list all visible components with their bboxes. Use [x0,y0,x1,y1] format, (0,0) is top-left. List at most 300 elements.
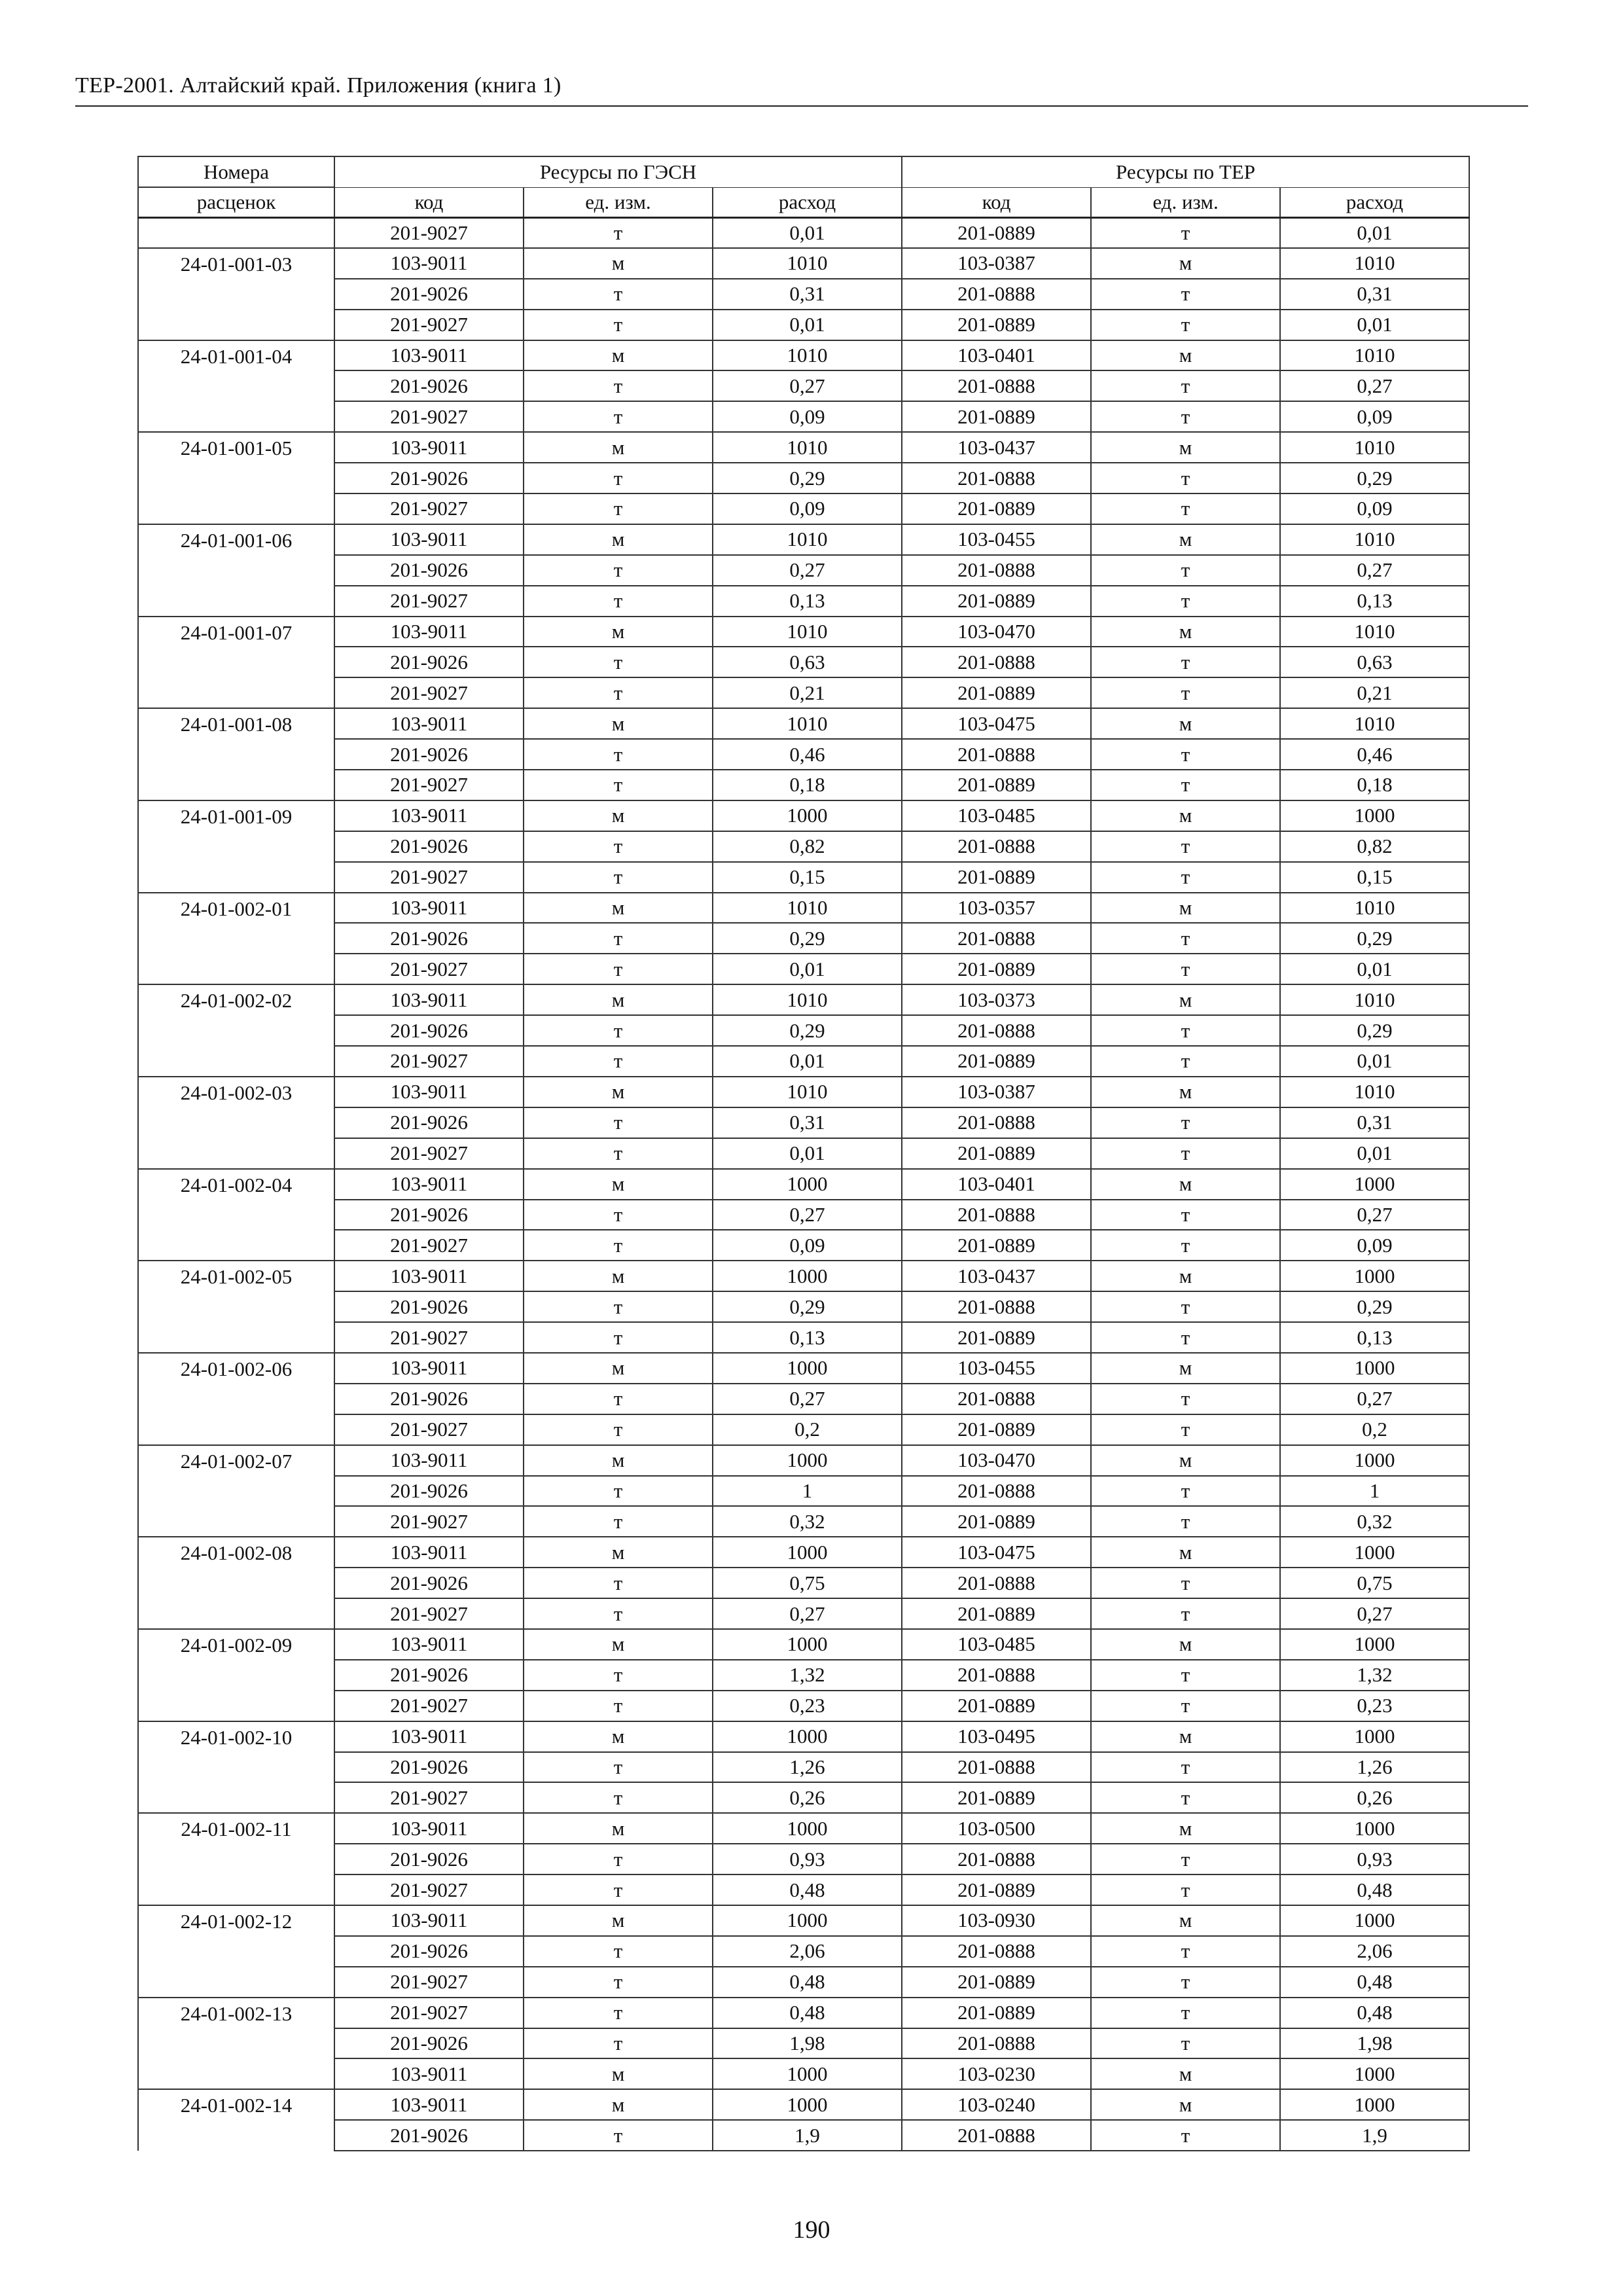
gesn-code-cell: 201-9027 [334,1138,524,1169]
ter-amount-cell: 1000 [1280,1905,1469,1936]
table-row [138,984,1469,1015]
gesn-code-cell: 201-9026 [334,1936,524,1967]
gesn-amount-cell: 1 [713,1476,902,1507]
gesn-amount-cell: 1010 [713,432,902,463]
gesn-unit-cell: т [524,1506,713,1537]
running-header: ТЕР-2001. Алтайский край. Приложения (книга 1) [75,73,562,98]
table-row [138,1537,1469,1568]
table-row [138,1782,1469,1813]
gesn-amount-cell: 0,27 [713,1598,902,1629]
gesn-unit-cell: м [524,2058,713,2089]
ter-amount-cell: 0,63 [1280,647,1469,677]
ter-unit-cell: м [1091,524,1280,555]
rate-number-cell: 24-01-001-08 [138,708,334,800]
gesn-unit-cell: т [524,954,713,984]
ter-code-cell: 103-0475 [902,1537,1091,1568]
ter-amount-cell: 0,48 [1280,1874,1469,1905]
gesn-unit-cell: т [524,1874,713,1905]
rate-number-cell: 24-01-001-04 [138,340,334,433]
gesn-code-cell: 103-9011 [334,1813,524,1844]
gesn-unit-cell: м [524,984,713,1015]
gesn-amount-cell: 1010 [713,340,902,371]
ter-code-cell: 201-0889 [902,677,1091,708]
ter-code-cell: 201-0888 [902,1568,1091,1598]
gesn-amount-cell: 2,06 [713,1936,902,1967]
table-row [138,1998,1469,2028]
rate-number-cell: 24-01-002-01 [138,893,334,985]
table-row [138,1169,1469,1200]
table-row [138,893,1469,924]
table-row [138,1200,1469,1230]
ter-amount-cell: 1000 [1280,2058,1469,2089]
gesn-unit-cell: т [524,463,713,493]
ter-unit-cell: т [1091,463,1280,493]
ter-amount-cell: 1010 [1280,524,1469,555]
ter-unit-cell: м [1091,984,1280,1015]
gesn-unit-cell: т [524,1568,713,1598]
ter-code-cell: 201-0888 [902,463,1091,493]
ter-amount-cell: 0,13 [1280,1322,1469,1353]
rate-number-cell: 24-01-002-12 [138,1905,334,1998]
table-row [138,340,1469,371]
gesn-code-cell: 103-9011 [334,1353,524,1384]
ter-amount-cell: 1000 [1280,1813,1469,1844]
rates-col-header-bottom: расценок [138,187,334,217]
ter-unit-cell: т [1091,2028,1280,2059]
gesn-amount-cell: 1000 [713,1445,902,1476]
ter-amount-cell: 0,27 [1280,1200,1469,1230]
gesn-unit-cell: м [524,1261,713,1291]
ter-code-header: код [902,187,1091,217]
ter-unit-cell: м [1091,800,1280,831]
ter-code-cell: 103-0387 [902,248,1091,279]
ter-code-cell: 201-0888 [902,1384,1091,1414]
gesn-unit-cell: м [524,1629,713,1660]
table-row [138,1261,1469,1291]
ter-code-cell: 201-0888 [902,647,1091,677]
ter-unit-cell: т [1091,1230,1280,1261]
gesn-amount-cell: 1010 [713,1077,902,1107]
gesn-code-cell: 201-9026 [334,923,524,954]
ter-amount-cell: 0,27 [1280,370,1469,401]
ter-amount-cell: 1010 [1280,893,1469,924]
ter-unit-cell: т [1091,1874,1280,1905]
table-row [138,586,1469,617]
table-row [138,1015,1469,1046]
ter-code-cell: 201-0889 [902,493,1091,524]
ter-code-cell: 201-0888 [902,1936,1091,1967]
ter-code-cell: 103-0930 [902,1905,1091,1936]
gesn-code-cell: 103-9011 [334,893,524,924]
table-row [138,1353,1469,1384]
ter-unit-cell: т [1091,1691,1280,1721]
gesn-amount-cell: 0,09 [713,1230,902,1261]
gesn-code-cell: 201-9027 [334,401,524,432]
ter-code-cell: 103-0230 [902,2058,1091,2089]
rate-number-cell: 24-01-001-09 [138,800,334,893]
rate-number-cell: 24-01-001-03 [138,248,334,340]
gesn-code-cell: 103-9011 [334,1261,524,1291]
ter-code-cell: 103-0401 [902,1169,1091,1200]
gesn-code-cell: 201-9026 [334,370,524,401]
gesn-amount-cell: 0,23 [713,1691,902,1721]
table-row [138,739,1469,770]
ter-unit-cell: т [1091,1782,1280,1813]
gesn-unit-cell: м [524,432,713,463]
ter-unit-cell: м [1091,708,1280,739]
ter-code-cell: 201-0889 [902,586,1091,617]
ter-amount-cell: 0,29 [1280,1015,1469,1046]
table-row [138,217,1469,248]
gesn-unit-cell: м [524,1169,713,1200]
ter-amount-cell: 1000 [1280,1629,1469,1660]
gesn-amount-cell: 1010 [713,984,902,1015]
table-row [138,1752,1469,1783]
ter-code-cell: 103-0495 [902,1721,1091,1752]
gesn-code-cell: 201-9027 [334,1691,524,1721]
gesn-code-header: код [334,187,524,217]
ter-amount-cell: 0,93 [1280,1844,1469,1874]
gesn-unit-cell: т [524,217,713,248]
rate-number-cell: 24-01-001-06 [138,524,334,617]
gesn-unit-cell: т [524,279,713,310]
ter-amount-cell: 1000 [1280,1169,1469,1200]
ter-unit-cell: м [1091,1721,1280,1752]
ter-unit-cell: т [1091,1936,1280,1967]
gesn-amount-cell: 0,13 [713,586,902,617]
ter-amount-cell: 0,09 [1280,1230,1469,1261]
ter-code-cell: 201-0889 [902,310,1091,340]
ter-unit-cell: т [1091,923,1280,954]
gesn-unit-cell: т [524,1138,713,1169]
ter-code-cell: 201-0888 [902,1844,1091,1874]
gesn-amount-cell: 0,26 [713,1782,902,1813]
gesn-amount-cell: 0,15 [713,862,902,893]
ter-unit-cell: т [1091,862,1280,893]
ter-amount-cell: 0,15 [1280,862,1469,893]
gesn-code-cell: 103-9011 [334,1537,524,1568]
gesn-unit-cell: т [524,555,713,586]
ter-unit-cell: т [1091,1015,1280,1046]
gesn-unit-cell: м [524,340,713,371]
gesn-amount-cell: 1,26 [713,1752,902,1783]
gesn-amount-cell: 1000 [713,1169,902,1200]
ter-unit-cell: т [1091,1598,1280,1629]
ter-code-cell: 103-0373 [902,984,1091,1015]
ter-amount-cell: 0,29 [1280,463,1469,493]
gesn-amount-cell: 1000 [713,1353,902,1384]
rate-number-cell: 24-01-002-07 [138,1445,334,1537]
gesn-unit-cell: м [524,1905,713,1936]
ter-amount-cell: 1010 [1280,248,1469,279]
ter-code-cell: 103-0437 [902,1261,1091,1291]
ter-amount-header: расход [1280,187,1469,217]
table-row [138,1598,1469,1629]
ter-unit-cell: т [1091,1200,1280,1230]
ter-amount-cell: 1000 [1280,800,1469,831]
gesn-amount-cell: 0,48 [713,1874,902,1905]
ter-code-cell: 201-0889 [902,1967,1091,1998]
ter-amount-cell: 0,01 [1280,1138,1469,1169]
table-row [138,2058,1469,2089]
gesn-unit-cell: т [524,1107,713,1138]
gesn-code-cell: 103-9011 [334,2089,524,2120]
rate-number-cell: 24-01-002-06 [138,1353,334,1445]
table-row [138,831,1469,862]
table-head [138,156,1469,217]
ter-amount-cell: 1010 [1280,340,1469,371]
gesn-amount-cell: 0,09 [713,493,902,524]
gesn-code-cell: 201-9026 [334,1568,524,1598]
ter-unit-cell: т [1091,1322,1280,1353]
table-row [138,1691,1469,1721]
gesn-amount-cell: 0,82 [713,831,902,862]
gesn-unit-cell: т [524,586,713,617]
gesn-unit-cell: т [524,310,713,340]
table-row [138,770,1469,800]
gesn-code-cell: 201-9026 [334,1200,524,1230]
gesn-amount-cell: 0,31 [713,1107,902,1138]
gesn-unit-cell: т [524,1200,713,1230]
gesn-code-cell: 201-9027 [334,677,524,708]
gesn-unit-cell: м [524,1537,713,1568]
ter-amount-cell: 0,23 [1280,1691,1469,1721]
header-rule [75,105,1528,107]
gesn-unit-cell: м [524,248,713,279]
gesn-code-cell: 103-9011 [334,800,524,831]
ter-unit-cell: т [1091,1384,1280,1414]
gesn-unit-cell: т [524,1691,713,1721]
ter-unit-cell: м [1091,248,1280,279]
gesn-code-cell: 103-9011 [334,617,524,647]
gesn-unit-cell: т [524,770,713,800]
gesn-amount-cell: 0,48 [713,1998,902,2028]
gesn-code-cell: 201-9026 [334,555,524,586]
gesn-unit-cell: м [524,800,713,831]
gesn-code-cell: 201-9027 [334,1782,524,1813]
ter-unit-cell: м [1091,1813,1280,1844]
gesn-group-header: Ресурсы по ГЭСН [334,156,902,187]
gesn-amount-cell: 1010 [713,708,902,739]
gesn-code-cell: 201-9027 [334,1230,524,1261]
gesn-code-cell: 103-9011 [334,708,524,739]
table-row [138,401,1469,432]
ter-amount-cell: 0,82 [1280,831,1469,862]
ter-unit-cell: т [1091,1414,1280,1445]
gesn-code-cell: 201-9026 [334,1291,524,1322]
ter-code-cell: 103-0470 [902,1445,1091,1476]
gesn-code-cell: 103-9011 [334,1169,524,1200]
ter-unit-cell: т [1091,1476,1280,1507]
ter-code-cell: 201-0889 [902,1322,1091,1353]
rate-number-cell: 24-01-002-14 [138,2089,334,2151]
gesn-unit-cell: т [524,739,713,770]
gesn-code-cell: 201-9027 [334,493,524,524]
ter-code-cell: 201-0888 [902,1752,1091,1783]
gesn-code-cell: 103-9011 [334,1629,524,1660]
ter-unit-cell: м [1091,340,1280,371]
gesn-amount-cell: 0,32 [713,1506,902,1537]
gesn-code-cell: 103-9011 [334,340,524,371]
ter-amount-cell: 0,75 [1280,1568,1469,1598]
ter-amount-cell: 0,29 [1280,923,1469,954]
table-row [138,1568,1469,1598]
gesn-unit-cell: т [524,2120,713,2151]
gesn-code-cell: 201-9026 [334,279,524,310]
ter-code-cell: 201-0889 [902,770,1091,800]
ter-unit-cell: м [1091,1537,1280,1568]
ter-unit-cell: м [1091,2089,1280,2120]
gesn-code-cell: 201-9027 [334,1998,524,2028]
rate-number-cell: 24-01-001-05 [138,432,334,524]
table-row [138,2028,1469,2059]
table-row [138,1905,1469,1936]
ter-unit-cell: т [1091,493,1280,524]
rate-number-cell [138,217,334,248]
ter-unit-cell: м [1091,432,1280,463]
gesn-unit-cell: м [524,617,713,647]
ter-amount-cell: 1,32 [1280,1660,1469,1691]
gesn-code-cell: 201-9027 [334,1967,524,1998]
table-row [138,1967,1469,1998]
gesn-code-cell: 201-9026 [334,463,524,493]
gesn-unit-cell: т [524,1291,713,1322]
gesn-code-cell: 201-9026 [334,2120,524,2151]
resources-table [137,156,1470,2151]
gesn-code-cell: 201-9026 [334,831,524,862]
table-row [138,1629,1469,1660]
ter-amount-cell: 0,01 [1280,217,1469,248]
ter-amount-cell: 1000 [1280,1721,1469,1752]
gesn-code-cell: 103-9011 [334,2058,524,2089]
gesn-amount-cell: 0,63 [713,647,902,677]
table-row [138,1936,1469,1967]
ter-amount-cell: 1000 [1280,1261,1469,1291]
ter-unit-cell: т [1091,1752,1280,1783]
gesn-amount-cell: 1,9 [713,2120,902,2151]
gesn-unit-cell: т [524,831,713,862]
ter-unit-cell: т [1091,1568,1280,1598]
table-row [138,617,1469,647]
ter-unit-cell: м [1091,1629,1280,1660]
ter-amount-cell: 1,9 [1280,2120,1469,2151]
table-row [138,2120,1469,2151]
ter-amount-cell: 0,27 [1280,1598,1469,1629]
ter-code-cell: 201-0888 [902,279,1091,310]
gesn-amount-cell: 1000 [713,1721,902,1752]
ter-unit-cell: т [1091,677,1280,708]
ter-unit-cell: м [1091,893,1280,924]
gesn-unit-cell: т [524,1660,713,1691]
gesn-code-cell: 201-9027 [334,310,524,340]
ter-code-cell: 103-0455 [902,1353,1091,1384]
gesn-unit-cell: т [524,1598,713,1629]
gesn-amount-cell: 1010 [713,524,902,555]
gesn-amount-cell: 0,48 [713,1967,902,1998]
table-row [138,1322,1469,1353]
ter-amount-cell: 0,13 [1280,586,1469,617]
rate-number-cell: 24-01-002-11 [138,1813,334,1905]
gesn-code-cell: 201-9026 [334,1476,524,1507]
gesn-unit-cell: т [524,1782,713,1813]
gesn-unit-header: ед. изм. [524,187,713,217]
gesn-code-cell: 201-9026 [334,1752,524,1783]
gesn-unit-cell: т [524,1936,713,1967]
ter-amount-cell: 1000 [1280,2089,1469,2120]
ter-amount-cell: 0,31 [1280,1107,1469,1138]
gesn-amount-cell: 0,27 [713,1200,902,1230]
gesn-code-cell: 201-9027 [334,217,524,248]
ter-amount-cell: 0,01 [1280,310,1469,340]
table-row [138,2089,1469,2120]
gesn-amount-cell: 0,29 [713,1015,902,1046]
ter-unit-cell: т [1091,1138,1280,1169]
gesn-code-cell: 201-9026 [334,1015,524,1046]
gesn-code-cell: 103-9011 [334,1721,524,1752]
ter-code-cell: 103-0485 [902,800,1091,831]
ter-code-cell: 201-0888 [902,831,1091,862]
ter-unit-cell: т [1091,1967,1280,1998]
gesn-unit-cell: т [524,1998,713,2028]
gesn-code-cell: 201-9026 [334,1107,524,1138]
gesn-code-cell: 103-9011 [334,248,524,279]
ter-unit-cell: т [1091,1998,1280,2028]
gesn-amount-cell: 1,98 [713,2028,902,2059]
ter-unit-cell: т [1091,1660,1280,1691]
gesn-amount-cell: 1000 [713,1629,902,1660]
ter-unit-cell: м [1091,1169,1280,1200]
ter-amount-cell: 1000 [1280,1353,1469,1384]
gesn-code-cell: 201-9026 [334,739,524,770]
table-row [138,310,1469,340]
ter-amount-cell: 0,27 [1280,1384,1469,1414]
gesn-code-cell: 103-9011 [334,524,524,555]
gesn-code-cell: 103-9011 [334,1905,524,1936]
table-row [138,1384,1469,1414]
ter-code-cell: 103-0475 [902,708,1091,739]
gesn-unit-cell: т [524,1844,713,1874]
table-row [138,923,1469,954]
table-row [138,1660,1469,1691]
ter-code-cell: 201-0888 [902,2028,1091,2059]
gesn-unit-cell: т [524,1046,713,1077]
ter-unit-cell: м [1091,1077,1280,1107]
gesn-amount-cell: 0,29 [713,1291,902,1322]
table-row [138,1476,1469,1507]
gesn-code-cell: 103-9011 [334,1445,524,1476]
ter-unit-cell: м [1091,1445,1280,1476]
gesn-amount-cell: 1000 [713,1813,902,1844]
gesn-amount-cell: 0,2 [713,1414,902,1445]
gesn-unit-cell: т [524,862,713,893]
ter-unit-cell: т [1091,279,1280,310]
gesn-unit-cell: т [524,493,713,524]
ter-amount-cell: 0,31 [1280,279,1469,310]
gesn-code-cell: 201-9027 [334,954,524,984]
ter-unit-header: ед. изм. [1091,187,1280,217]
ter-unit-cell: т [1091,770,1280,800]
ter-code-cell: 201-0888 [902,555,1091,586]
gesn-amount-cell: 0,01 [713,217,902,248]
ter-code-cell: 201-0889 [902,1998,1091,2028]
gesn-amount-cell: 0,31 [713,279,902,310]
gesn-amount-header: расход [713,187,902,217]
gesn-unit-cell: м [524,524,713,555]
gesn-code-cell: 201-9027 [334,1874,524,1905]
gesn-code-cell: 201-9027 [334,1414,524,1445]
gesn-amount-cell: 0,27 [713,370,902,401]
table-row [138,1874,1469,1905]
